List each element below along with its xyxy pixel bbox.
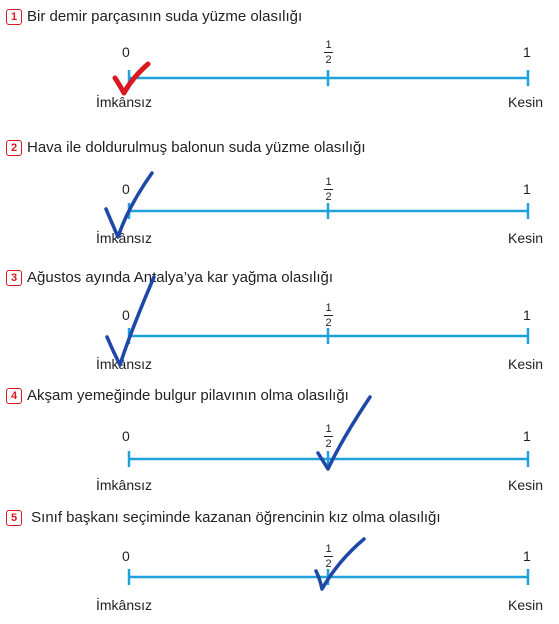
question-text: Bir demir parçasının suda yüzme olasılığı [27,8,303,25]
fraction-numerator: 1 [325,543,332,555]
fraction-numerator: 1 [325,176,332,188]
tick-label-half [324,39,333,66]
label-certain: Kesin [508,477,544,493]
check-mark-icon [304,535,368,593]
question-title [6,509,441,526]
fraction-numerator: 1 [325,39,332,51]
check-mark-icon [102,273,162,369]
fraction-bar [324,52,333,53]
question-title [6,139,366,156]
question-text: Akşam yemeğinde bulgur pilavının olma olasılığı [27,387,349,404]
tick-label-zero: 0 [122,307,130,323]
question-5 [0,509,559,621]
question-1 [0,8,559,120]
question-number-badge: 2 [6,140,22,156]
tick-label-half [324,176,333,203]
question-2 [0,139,559,251]
question-number-badge: 5 [6,510,22,526]
tick-label-zero: 0 [122,548,130,564]
label-certain: Kesin [508,230,544,246]
fraction-numerator: 1 [325,423,332,435]
tick-label-one: 1 [523,181,531,197]
question-title [6,8,302,25]
question-number-badge: 3 [6,270,22,286]
question-title [6,387,349,404]
question-3 [0,269,559,381]
question-text: Sınıf başkanı seçiminde kazanan öğrencinin kız olma olasılığı [27,509,441,526]
label-certain: Kesin [508,356,544,372]
label-impossible: İmkânsız [96,597,153,613]
fraction-numerator: 1 [325,302,332,314]
question-number-badge: 4 [6,388,22,404]
number-line [120,201,540,221]
fraction-denominator: 2 [325,558,332,570]
number-line [120,326,540,346]
fraction-denominator: 2 [325,438,332,450]
label-impossible: İmkânsız [96,356,153,372]
tick-label-half [324,302,333,329]
label-impossible: İmkânsız [96,230,153,246]
label-impossible: İmkânsız [96,477,153,493]
fraction-denominator: 2 [325,191,332,203]
question-text: Hava ile doldurulmuş balonun suda yüzme olasılığı [27,139,366,156]
fraction-bar [324,189,333,190]
label-certain: Kesin [508,597,544,613]
number-line [120,68,540,88]
check-mark-icon [100,169,160,241]
tick-label-one: 1 [523,307,531,323]
question-4 [0,387,559,499]
tick-label-zero: 0 [122,181,130,197]
question-number-badge: 1 [6,9,22,25]
label-certain: Kesin [508,94,544,110]
tick-label-zero: 0 [122,428,130,444]
check-mark-icon [314,393,376,473]
tick-label-zero: 0 [122,44,130,60]
fraction-bar [324,315,333,316]
tick-label-one: 1 [523,548,531,564]
question-text: Ağustos ayında Antalya’ya kar yağma olasılığı [27,269,334,286]
fraction-denominator: 2 [325,317,332,329]
tick-label-one: 1 [523,428,531,444]
fraction-denominator: 2 [325,54,332,66]
question-title [6,269,333,286]
label-impossible: İmkânsız [96,94,153,110]
tick-label-one: 1 [523,44,531,60]
check-mark-icon [112,60,152,96]
